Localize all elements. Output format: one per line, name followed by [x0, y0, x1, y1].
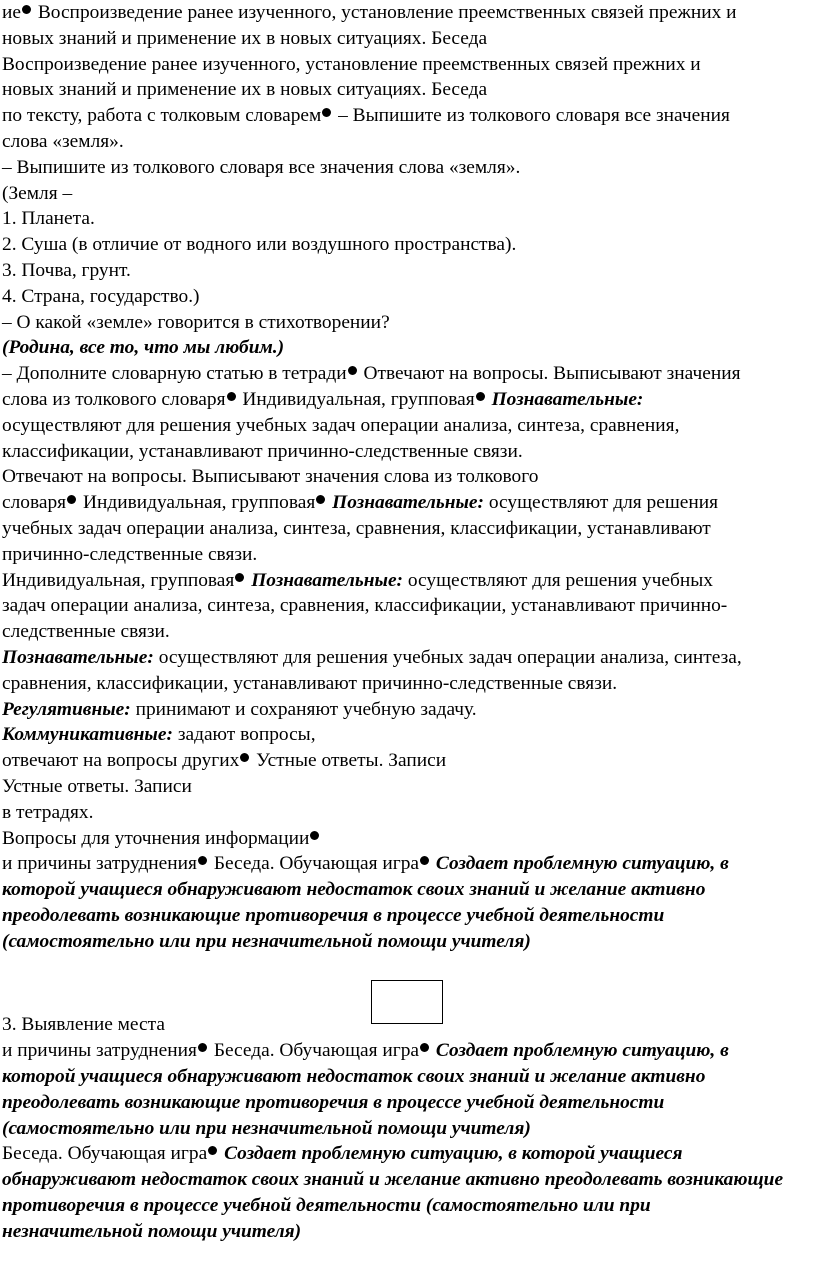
bullet-icon — [476, 392, 485, 401]
list-item: 4. Страна, государство.) — [2, 285, 200, 307]
text-run: Устные ответы. Записи — [256, 750, 447, 772]
text-line — [2, 697, 812, 723]
text-run: Создает проблемную ситуацию, в — [435, 853, 729, 875]
text-line: – О какой «земле» говорится в стихотворении? — [2, 311, 390, 333]
text-line: причинно-следственные связи. — [2, 543, 258, 565]
text-line — [2, 103, 812, 129]
text-run: осуществляют для решения учебных задач операции анализа, синтеза, — [158, 646, 742, 668]
text-line: в тетрадях. — [2, 801, 94, 823]
text-run: Индивидуальная, групповая — [2, 569, 235, 591]
text-line: обнаруживают недостаток своих знаний и желание активно преодолевать возникающие — [2, 1169, 784, 1191]
bullet-icon — [208, 1146, 217, 1155]
text-line — [2, 748, 812, 774]
text-line: противоречия в процессе учебной деятельности (самостоятельно или при — [2, 1195, 651, 1217]
heading-cognitive: Познавательные: — [2, 646, 154, 668]
heading-cognitive: Познавательные: — [332, 492, 484, 514]
text-line: новых знаний и применение их в новых ситуациях. Беседа — [2, 79, 488, 101]
text-run: осуществляют для решения — [488, 492, 719, 514]
text-line — [2, 0, 812, 26]
bullet-icon — [22, 5, 31, 14]
heading-cognitive: Познавательные: — [491, 388, 644, 410]
section-heading: 3. Выявление места — [2, 1014, 165, 1036]
bullet-icon — [198, 856, 207, 865]
text-run: – Выпишите из толкового словаря все значения — [338, 105, 730, 127]
text-run: Создает проблемную ситуацию, в которой учащиеся — [224, 1143, 683, 1165]
text-run: Беседа. Обучающая игра — [2, 1143, 208, 1165]
heading-communicative: Коммуникативные: — [2, 724, 173, 746]
text-line: следственные связи. — [2, 621, 170, 643]
text-run: Индивидуальная, групповая — [82, 492, 316, 514]
text-line — [2, 722, 812, 748]
bullet-icon — [316, 495, 325, 504]
text-run: Создает проблемную ситуацию, в — [435, 1040, 729, 1062]
text-line: Устные ответы. Записи — [2, 775, 192, 797]
text-run: Беседа. Обучающая игра — [213, 853, 420, 875]
text-line: новых знаний и применение их в новых ситуациях. Беседа — [2, 27, 488, 49]
text-run: Воспроизведение ранее изученного, установление преемственных связей прежних и — [37, 2, 737, 23]
bullet-icon — [227, 392, 236, 401]
text-line — [2, 1038, 812, 1064]
text-run: по тексту, работа с толковым словарем — [2, 105, 322, 127]
text-line: которой учащиеся обнаруживают недостаток своих знаний и желание активно — [2, 879, 706, 901]
bullet-icon — [240, 753, 249, 762]
text-line — [2, 851, 812, 877]
text-line — [2, 568, 812, 594]
bullet-icon — [420, 1043, 429, 1052]
text-run: Беседа. Обучающая игра — [213, 1040, 420, 1062]
text-run: Отвечают на вопросы. Выписывают значения — [363, 363, 741, 385]
text-run: ие — [2, 2, 21, 23]
text-line: Отвечают на вопросы. Выписывают значения слова из толкового — [2, 466, 539, 488]
text-run: Индивидуальная, групповая — [242, 388, 475, 410]
text-line: преодолевать возникающие противоречия в процессе учебной деятельности — [2, 1091, 665, 1113]
text-line: учебных задач операции анализа, синтеза, сравнения, классификации, устанавливают — [2, 517, 711, 539]
text-line — [2, 1141, 812, 1167]
heading-cognitive: Познавательные: — [251, 569, 404, 591]
text-run: задают вопросы, — [177, 724, 316, 746]
text-line — [2, 361, 812, 387]
list-item: 2. Суша (в отличие от водного или воздушного пространства). — [2, 234, 517, 256]
text-line: (Родина, все то, что мы любим.) — [2, 337, 285, 359]
text-run: отвечают на вопросы других — [2, 750, 240, 772]
bullet-icon — [235, 573, 244, 582]
bullet-icon — [420, 856, 429, 865]
text-run: принимают и сохраняют учебную задачу. — [135, 698, 477, 720]
text-line: задач операции анализа, синтеза, сравнения, классификации, устанавливают причинно- — [2, 595, 728, 617]
bullet-icon — [198, 1043, 207, 1052]
text-line: осуществляют для решения учебных задач операции анализа, синтеза, сравнения, — [2, 414, 680, 436]
text-line: незначительной помощи учителя) — [2, 1220, 302, 1242]
document-page — [2, 0, 812, 1245]
text-run: слова из толкового словаря — [2, 388, 226, 410]
text-line: Воспроизведение ранее изученного, установление преемственных связей прежних и — [2, 53, 701, 75]
text-line — [2, 645, 812, 671]
bullet-icon — [67, 495, 76, 504]
list-item: 1. Планета. — [2, 208, 95, 230]
text-line: классификации, устанавливают причинно-следственные связи. — [2, 440, 523, 462]
text-run: Вопросы для уточнения информации — [2, 827, 310, 849]
bullet-icon — [310, 831, 319, 840]
text-run: осуществляют для решения учебных — [407, 569, 713, 591]
text-line: сравнения, классификации, устанавливают причинно-следственные связи. — [2, 672, 618, 694]
bullet-icon — [322, 108, 331, 117]
text-line — [2, 490, 812, 516]
text-line: – Выпишите из толкового словаря все значения слова «земля». — [2, 156, 521, 178]
text-line: которой учащиеся обнаруживают недостаток своих знаний и желание активно — [2, 1066, 706, 1088]
text-line — [2, 826, 812, 852]
text-line: (самостоятельно или при незначительной помощи учителя) — [2, 930, 531, 952]
text-line: (Земля – — [2, 182, 73, 204]
text-run: и причины затруднения — [2, 1040, 197, 1062]
text-run: словаря — [2, 492, 67, 514]
empty-table-cell — [371, 980, 443, 1024]
bullet-icon — [348, 366, 357, 375]
heading-regulatory: Регулятивные: — [2, 698, 131, 720]
text-line — [2, 387, 812, 413]
text-run: – Дополните словарную статью в тетради — [2, 363, 347, 385]
text-line: слова «земля». — [2, 130, 124, 152]
text-line: преодолевать возникающие противоречия в процессе учебной деятельности — [2, 904, 665, 926]
text-line: (самостоятельно или при незначительной помощи учителя) — [2, 1117, 531, 1139]
text-run: и причины затруднения — [2, 853, 197, 875]
list-item: 3. Почва, грунт. — [2, 259, 131, 281]
